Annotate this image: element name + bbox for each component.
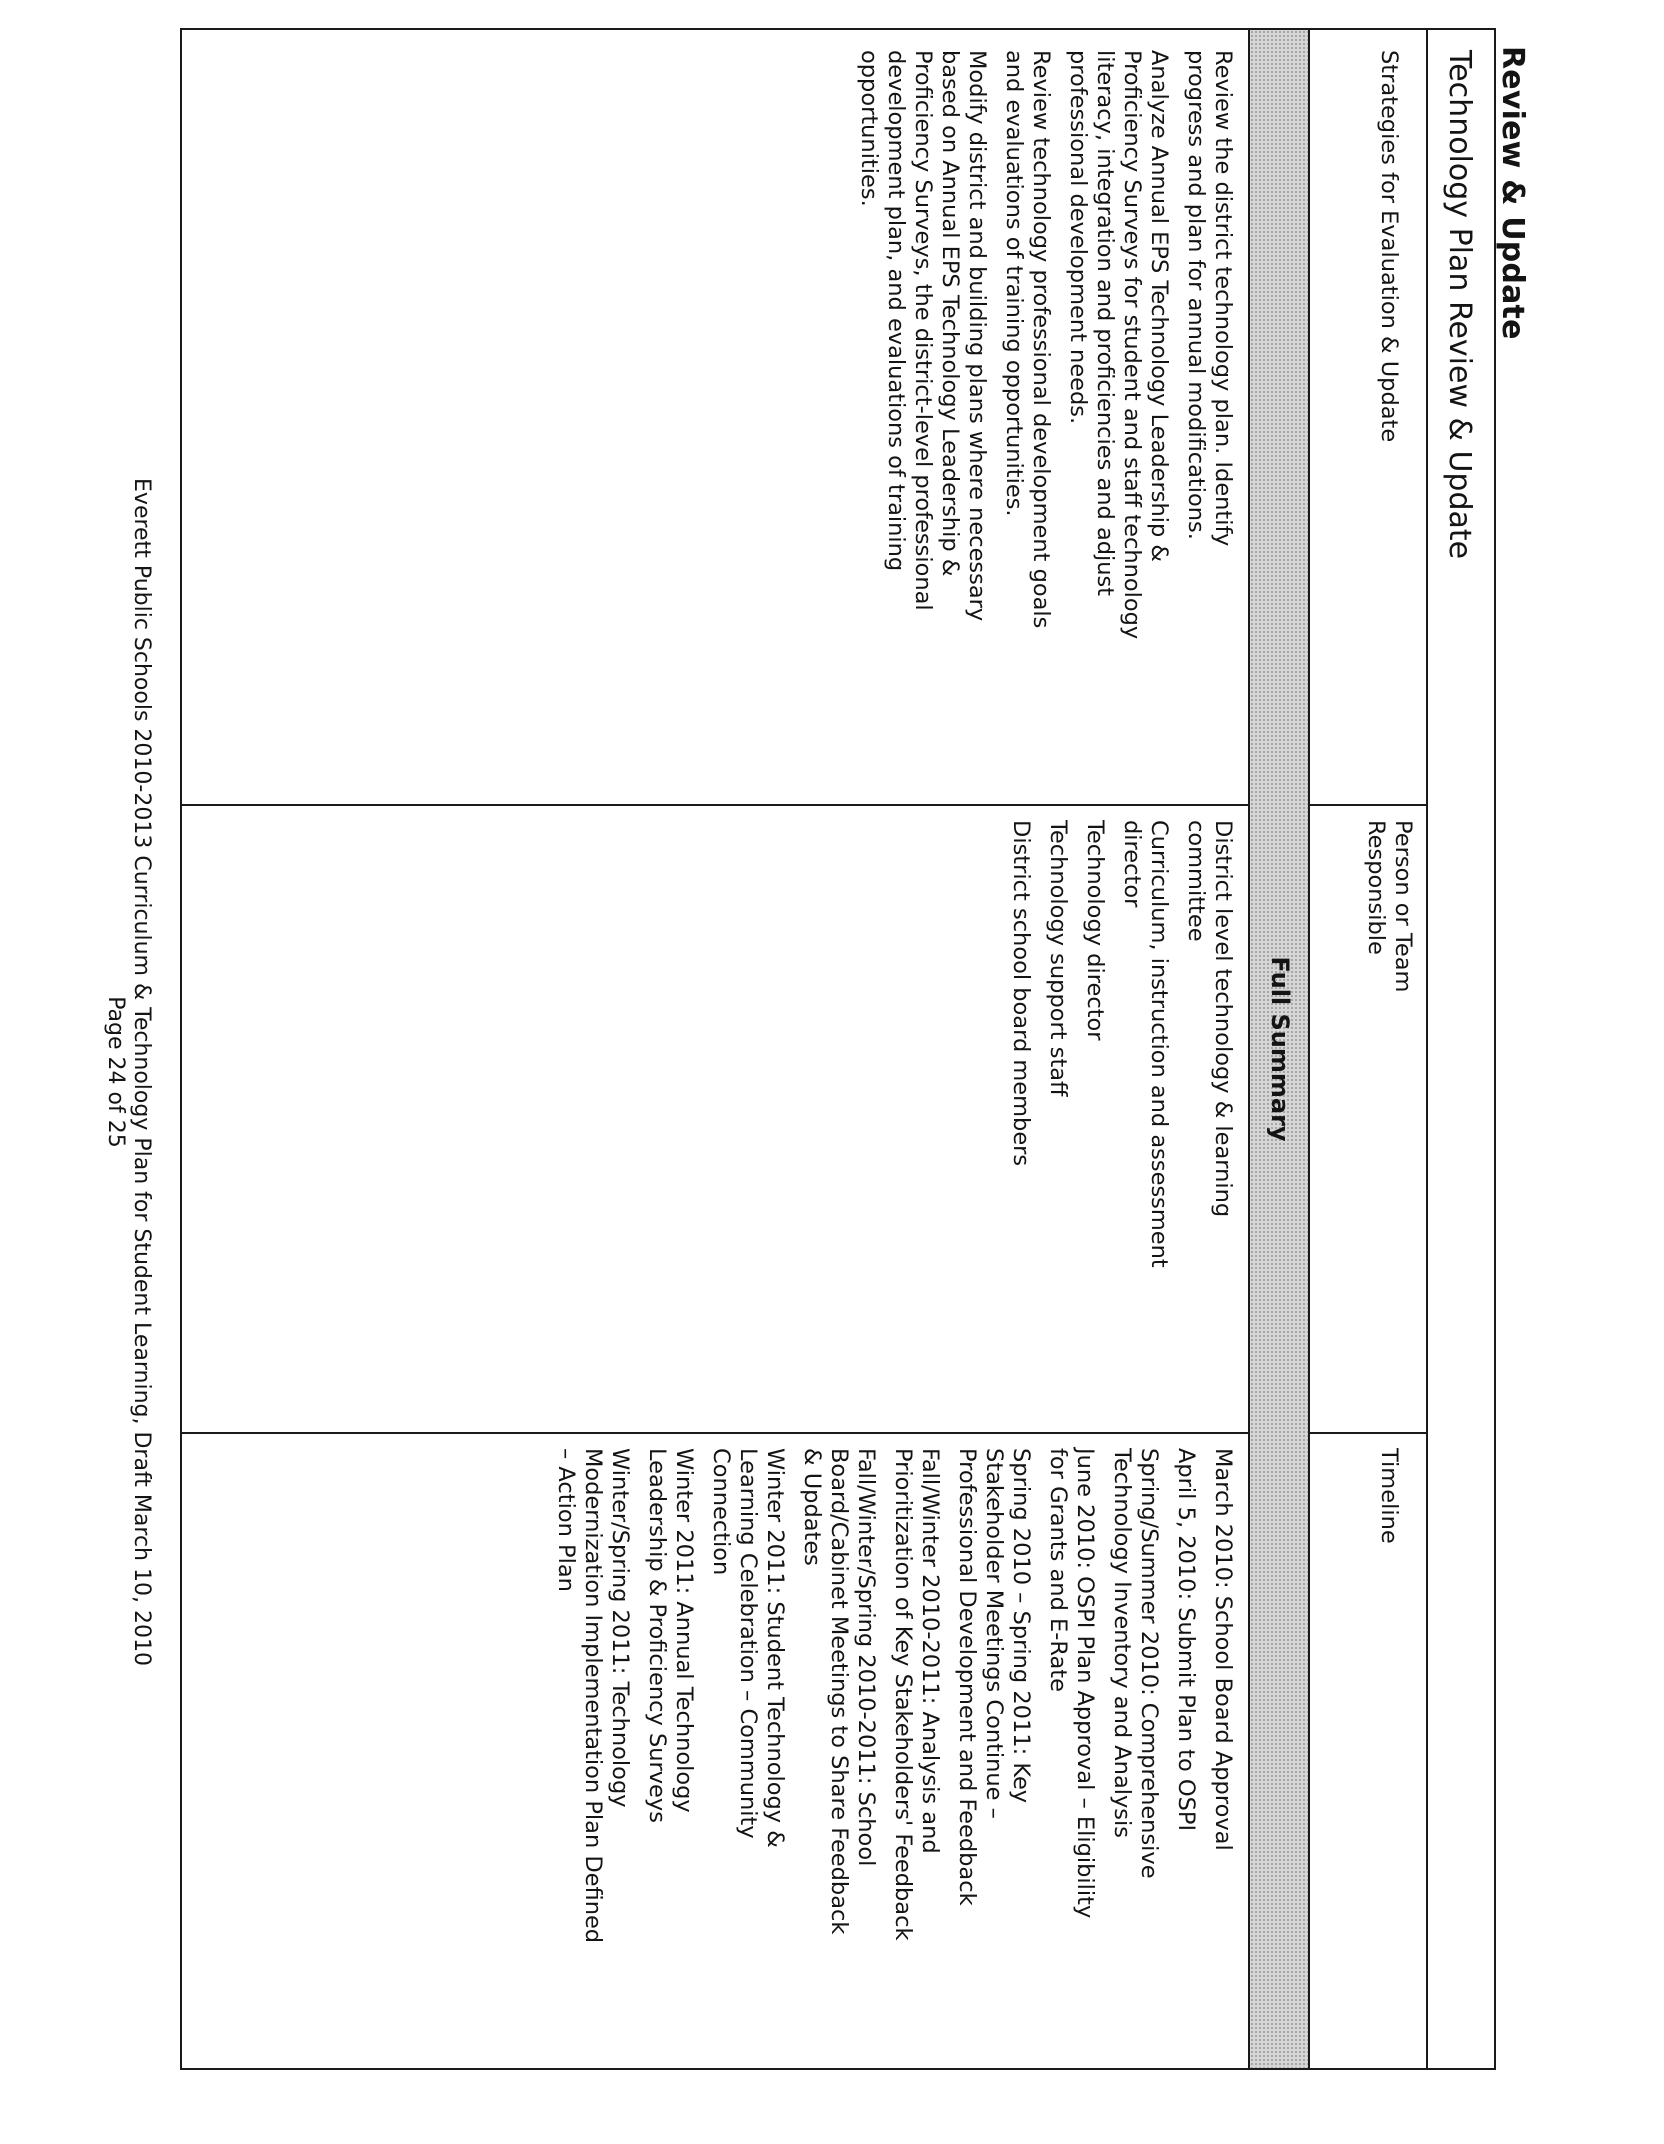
strategy-item <box>1000 50 1054 639</box>
strategy-item-line: Review the district technology plan. Identify <box>1210 50 1236 547</box>
column-header-person <box>1362 820 1416 992</box>
person-item-line: District level technology & learning <box>1210 820 1236 1218</box>
person-item-line: director <box>1119 820 1145 908</box>
timeline-item-line: – Action Plan <box>553 1448 579 1592</box>
timeline-item <box>552 1448 633 1943</box>
persons-list <box>997 820 1236 1268</box>
strategy-item-line: opportunities. <box>856 50 882 207</box>
strategies-list <box>845 50 1236 639</box>
timeline-item-line: Winter/Spring 2011: Technology <box>607 1448 633 1808</box>
strategy-item-line: based on Annual EPS Technology Leadership & <box>937 50 963 577</box>
strategy-item-line: Modify district and building plans where necessary <box>964 50 990 622</box>
column-divider <box>1310 1432 1428 1434</box>
strategy-item-line: literacy, integration and proficiencies and adjust <box>1092 50 1118 597</box>
person-item <box>1044 820 1071 1268</box>
timeline-item-line: Leadership & Proficiency Surveys <box>644 1448 670 1823</box>
timeline-item <box>643 1448 697 1943</box>
strategy-item-line: development plan, and evaluations of training <box>883 50 909 572</box>
strategy-item-line: progress and plan for annual modifications. <box>1183 50 1209 540</box>
strategy-item-line: Proficiency Surveys for student and staff technology <box>1119 50 1145 640</box>
footer-page-number: Page 24 of 25 <box>103 996 128 1148</box>
strategy-item-line: Review technology professional development goals <box>1028 50 1054 629</box>
timeline-item-line: for Grants and E-Rate <box>1045 1448 1071 1692</box>
timeline-item <box>798 1448 879 1943</box>
footer-title: Everett Public Schools 2010-2013 Curriculum & Technology Plan for Student Learning, Draft March 10, 2010 <box>129 478 154 1666</box>
timeline-item-line: Spring 2010 – Spring 2011: Key <box>1008 1448 1034 1804</box>
timeline-item <box>953 1448 1034 1943</box>
plan-title: Technology Plan Review & Update <box>1442 50 1477 560</box>
timeline-item-line: Winter 2011: Student Technology & <box>762 1448 788 1848</box>
timeline-item-line: Board/Cabinet Meetings to Share Feedback <box>826 1448 852 1935</box>
strategy-item-line: professional development needs. <box>1065 50 1091 425</box>
timeline-item-line: Fall/Winter/Spring 2010-2011: School <box>853 1448 879 1867</box>
timeline-item-line: & Updates <box>799 1448 825 1566</box>
timeline-item <box>1172 1448 1199 1943</box>
timeline-item-line: Learning Celebration – Community <box>735 1448 761 1839</box>
strategy-item <box>855 50 990 639</box>
person-item <box>1182 820 1236 1268</box>
section-heading: Review & Update <box>1495 46 1530 340</box>
column-divider <box>1310 804 1428 806</box>
timeline-item-line: Fall/Winter 2010-2011: Analysis and <box>917 1448 943 1854</box>
table-divider <box>1248 30 1250 2068</box>
person-item-line: committee <box>1183 820 1209 942</box>
timeline-item-line: June 2010: OSPI Plan Approval – Eligibility <box>1072 1448 1098 1919</box>
person-item <box>1007 820 1034 1268</box>
timeline-item <box>1044 1448 1098 1943</box>
timeline-item-line: Modernization Implementation Plan Defined <box>580 1448 606 1944</box>
timeline-item <box>889 1448 943 1943</box>
person-item-line: Technology director <box>1082 820 1108 1041</box>
timeline-list <box>542 1448 1236 1943</box>
person-item-line: District school board members <box>1008 820 1034 1167</box>
timeline-item-line: Professional Development and Feedback <box>954 1448 980 1906</box>
column-header-person-line2: Responsible <box>1363 820 1389 955</box>
strategy-item-line: and evaluations of training opportunities. <box>1001 50 1027 517</box>
person-item <box>1118 820 1172 1268</box>
timeline-item <box>1209 1448 1236 1943</box>
column-header-person-line1: Person or Team <box>1390 820 1416 993</box>
strategy-item <box>1064 50 1172 639</box>
plan-table <box>180 28 1496 2070</box>
strategy-item-line: Analyze Annual EPS Technology Leadership & <box>1146 50 1172 562</box>
person-item-line: Curriculum, instruction and assessment <box>1146 820 1172 1268</box>
timeline-item-line: Technology Inventory and Analysis <box>1109 1448 1135 1838</box>
column-divider <box>180 804 1250 806</box>
table-divider <box>1308 30 1310 2068</box>
timeline-item-line: April 5, 2010: Submit Plan to OSPI <box>1173 1448 1199 1832</box>
timeline-item-line: Spring/Summer 2010: Comprehensive <box>1136 1448 1162 1879</box>
strategy-item-line: Proficiency Surveys, the district-level professional <box>910 50 936 611</box>
timeline-item-line: Stakeholder Meetings Continue – <box>981 1448 1007 1819</box>
column-header-strategies: Strategies for Evaluation & Update <box>1376 50 1402 443</box>
timeline-item-line: Winter 2011: Annual Technology <box>671 1448 697 1813</box>
timeline-item-line: Connection <box>708 1448 734 1576</box>
timeline-item-line: March 2010: School Board Approval <box>1210 1448 1236 1851</box>
timeline-item-line: Prioritization of Key Stakeholders' Feedback <box>890 1448 916 1941</box>
page-footer <box>102 0 154 2144</box>
column-divider <box>180 1432 1250 1434</box>
timeline-item <box>1108 1448 1162 1943</box>
person-item <box>1081 820 1108 1268</box>
column-header-timeline: Timeline <box>1376 1448 1402 1544</box>
person-item-line: Technology support staff <box>1045 820 1071 1097</box>
strategy-item <box>1182 50 1236 639</box>
full-summary-label: Full Summary <box>1266 956 1294 1142</box>
table-divider <box>1426 30 1428 2068</box>
timeline-item <box>707 1448 788 1943</box>
